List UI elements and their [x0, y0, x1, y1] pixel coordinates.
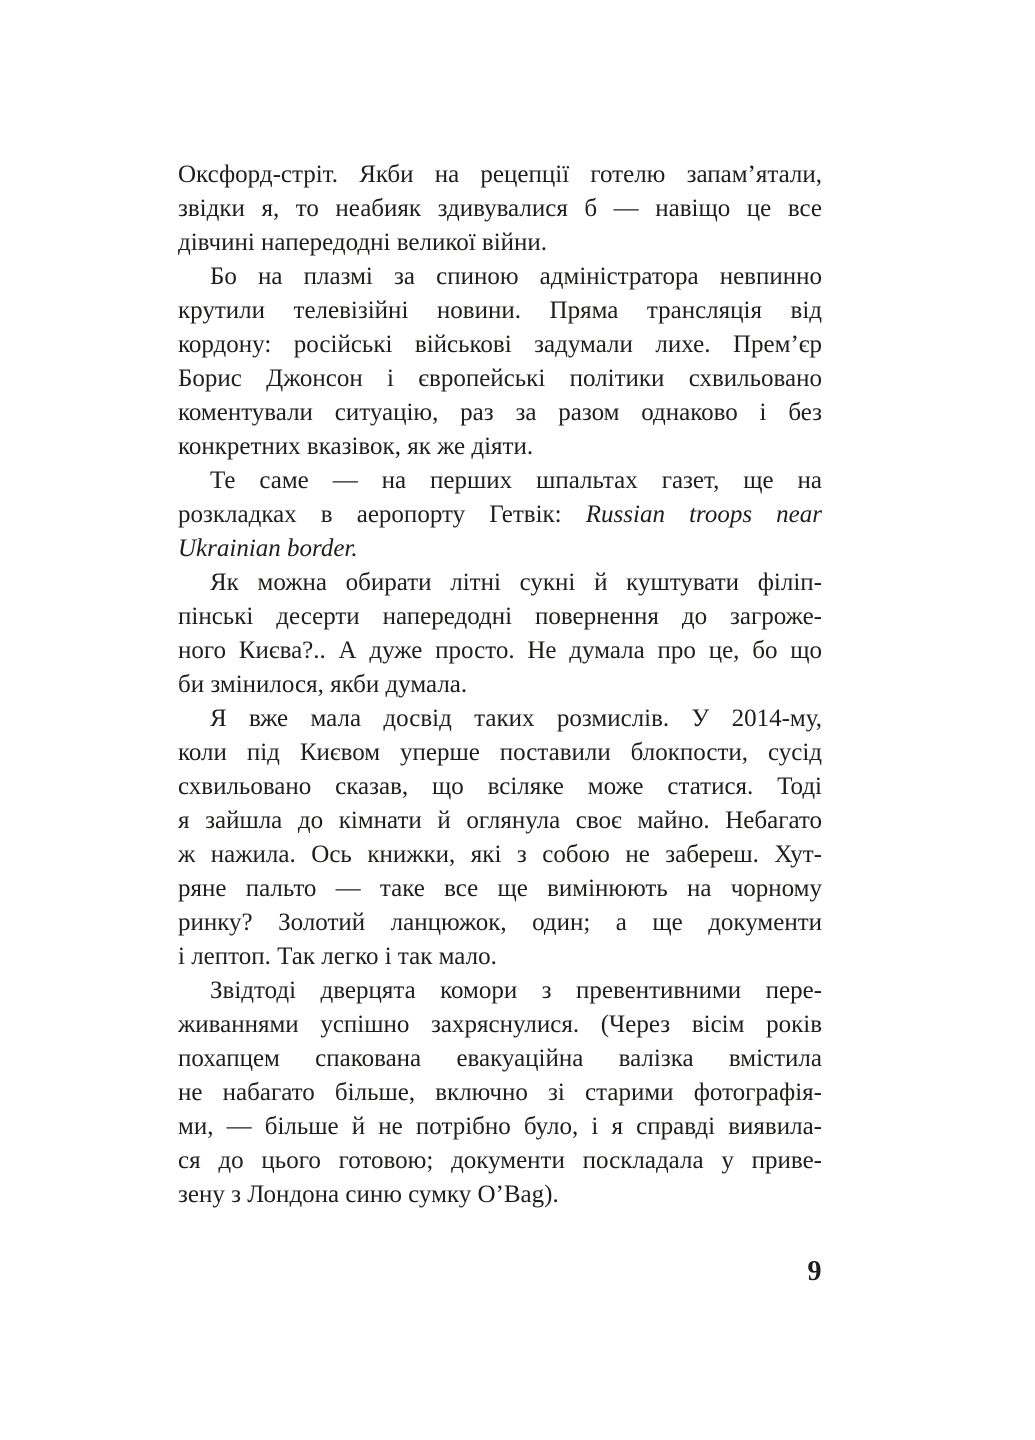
text-segment: ся до цього готовою; документи поскладала у приве-: [178, 1147, 822, 1174]
text-line: [178, 770, 822, 804]
italic-text-segment: Ukrainian border.: [178, 535, 358, 562]
text-line: [178, 838, 822, 872]
text-line: [178, 804, 822, 838]
text-line: [178, 600, 822, 634]
text-line: [178, 736, 822, 770]
text-segment: дівчині напередодні великої війни.: [178, 229, 548, 256]
text-line: [178, 498, 822, 532]
text-segment: Як можна обирати літні сукні й куштувати філіп-: [210, 569, 822, 596]
text-segment: ми, — більше й не потрібно було, і я справді виявила-: [178, 1113, 822, 1140]
text-line: [178, 226, 822, 260]
text-line: [178, 464, 822, 498]
text-line: [178, 1008, 822, 1042]
italic-text-segment: Russian troops near: [585, 501, 822, 528]
text-line: [178, 294, 822, 328]
text-segment: кордону: російські військові задумали лихе. Прем’єр: [178, 331, 822, 358]
text-line: [178, 702, 822, 736]
text-line: [178, 1144, 822, 1178]
paragraph: [178, 702, 822, 974]
text-segment: Оксфорд-стріт. Якби на рецепції готелю запам’ятали,: [178, 161, 822, 188]
text-line: [178, 1178, 822, 1212]
text-line: [178, 192, 822, 226]
text-segment: схвильовано сказав, що всіляке може статися. Тоді: [178, 773, 822, 800]
text-segment: Те саме — на перших шпальтах газет, ще на: [210, 467, 822, 494]
text-segment: похапцем спакована евакуаційна валізка вмістила: [178, 1045, 822, 1072]
text-segment: Звідтоді дверцята комори з превентивними пере-: [210, 977, 822, 1004]
text-line: [178, 668, 822, 702]
text-line: [178, 260, 822, 294]
text-segment: живаннями успішно захряснулися. (Через вісім років: [178, 1011, 822, 1038]
text-line: [178, 158, 822, 192]
text-segment: Борис Джонсон і європейські політики схвильовано: [178, 365, 822, 392]
text-segment: коментували ситуацію, раз за разом однаково і без: [178, 399, 822, 426]
text-segment: я зайшла до кімнати й оглянула своє майно. Небагато: [178, 807, 822, 834]
text-segment: і лептоп. Так легко і так мало.: [178, 943, 497, 970]
text-line: [178, 634, 822, 668]
text-line: [178, 940, 822, 974]
text-line: [178, 362, 822, 396]
paragraph: [178, 464, 822, 566]
text-segment: розкладках в аеропорту Гетвік:: [178, 501, 586, 528]
text-line: [178, 1110, 822, 1144]
text-segment: би змінилося, якби думала.: [178, 671, 468, 698]
paragraph: [178, 158, 822, 260]
text-line: [178, 532, 822, 566]
text-line: [178, 974, 822, 1008]
text-segment: конкретних вказівок, як же діяти.: [178, 433, 534, 460]
text-line: [178, 906, 822, 940]
text-segment: пінські десерти напередодні повернення до загроже-: [178, 603, 822, 630]
text-segment: зену з Лондона синю сумку O’Bag).: [178, 1181, 559, 1208]
text-line: [178, 872, 822, 906]
text-segment: ного Києва?.. А дуже просто. Не думала про це, бо що: [178, 637, 822, 664]
text-line: [178, 1042, 822, 1076]
text-segment: Бо на плазмі за спиною адміністратора невпинно: [210, 263, 822, 290]
text-line: [178, 396, 822, 430]
paragraph: [178, 260, 822, 464]
text-line: [178, 1076, 822, 1110]
text-segment: не набагато більше, включно зі старими фотографія-: [178, 1079, 822, 1106]
text-line: [178, 328, 822, 362]
text-segment: коли під Києвом уперше поставили блокпости, сусід: [178, 739, 822, 766]
page-number: 9: [807, 1256, 822, 1287]
text-segment: ряне пальто — таке все ще вимінюють на чорному: [178, 875, 822, 902]
paragraph: [178, 974, 822, 1212]
text-segment: звідки я, то неабияк здивувалися б — навіщо це все: [178, 195, 822, 222]
text-segment: крутили телевізійні новини. Пряма трансляція від: [178, 297, 822, 324]
paragraph: [178, 566, 822, 702]
text-segment: ринку? Золотий ланцюжок, один; а ще документи: [178, 909, 822, 936]
text-segment: ж нажила. Ось книжки, які з собою не забереш. Хут-: [178, 841, 822, 868]
text-line: [178, 430, 822, 464]
text-block: [178, 158, 822, 1212]
text-line: [178, 566, 822, 600]
text-segment: Я вже мала досвід таких розмислів. У 2014-му,: [210, 705, 822, 732]
